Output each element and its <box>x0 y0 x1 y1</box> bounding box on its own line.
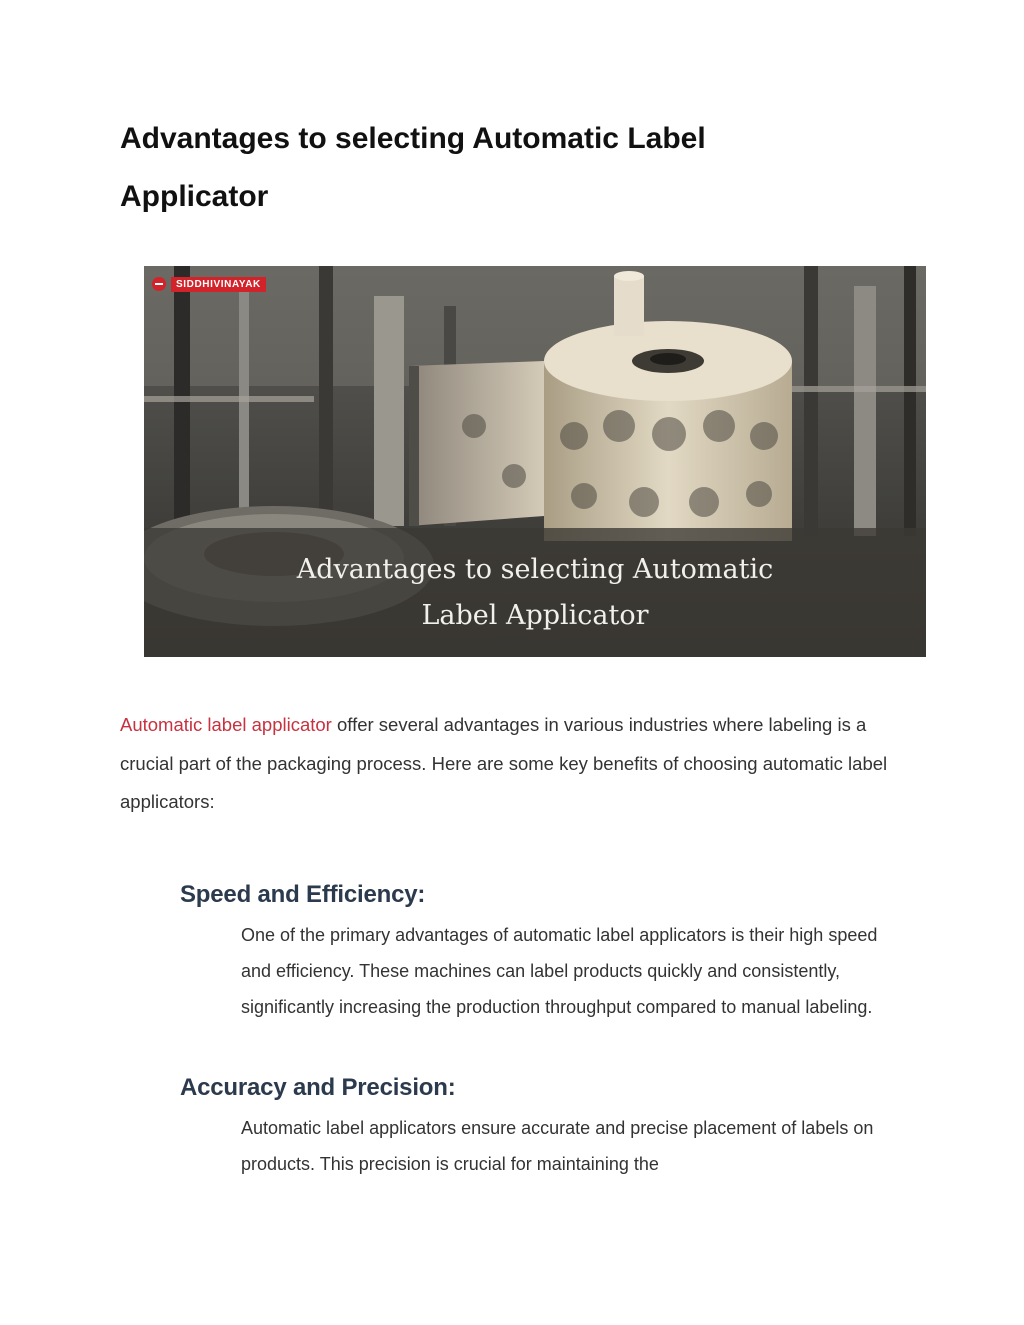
hero-caption-line-1: Advantages to selecting Automatic <box>296 553 774 585</box>
hero-image <box>144 266 926 657</box>
section-accuracy-precision <box>180 1070 910 1182</box>
brand-logo <box>152 275 266 293</box>
section-speed-efficiency <box>180 877 910 1025</box>
hero-caption <box>144 528 926 657</box>
section-heading: Accuracy and Precision: <box>180 1074 456 1101</box>
page-title: Advantages to selecting Automatic Label Applicator <box>120 122 706 213</box>
brand-mark-icon <box>152 277 166 291</box>
section-body: One of the primary advantages of automatic label applicators is their high speed and efficiency. These machines can label products quickly and consistently, significantly increasing the production throughput compared to manual labeling. <box>241 925 878 1017</box>
section-body: Automatic label applicators ensure accurate and precise placement of labels on products. This precision is crucial for maintaining the <box>241 1118 874 1174</box>
intro-paragraph <box>120 706 910 822</box>
intro-text: offer several advantages in various industries where labeling is a crucial part of the packaging process. Here are some key benefits of choosing automatic label applicators: <box>120 714 888 812</box>
section-heading: Speed and Efficiency: <box>180 881 426 908</box>
hero-caption-line-2: Label Applicator <box>421 599 649 631</box>
brand-name: SIDDHIVINAYAK <box>171 277 266 292</box>
automatic-label-applicator-link[interactable]: Automatic label applicator <box>120 714 332 735</box>
